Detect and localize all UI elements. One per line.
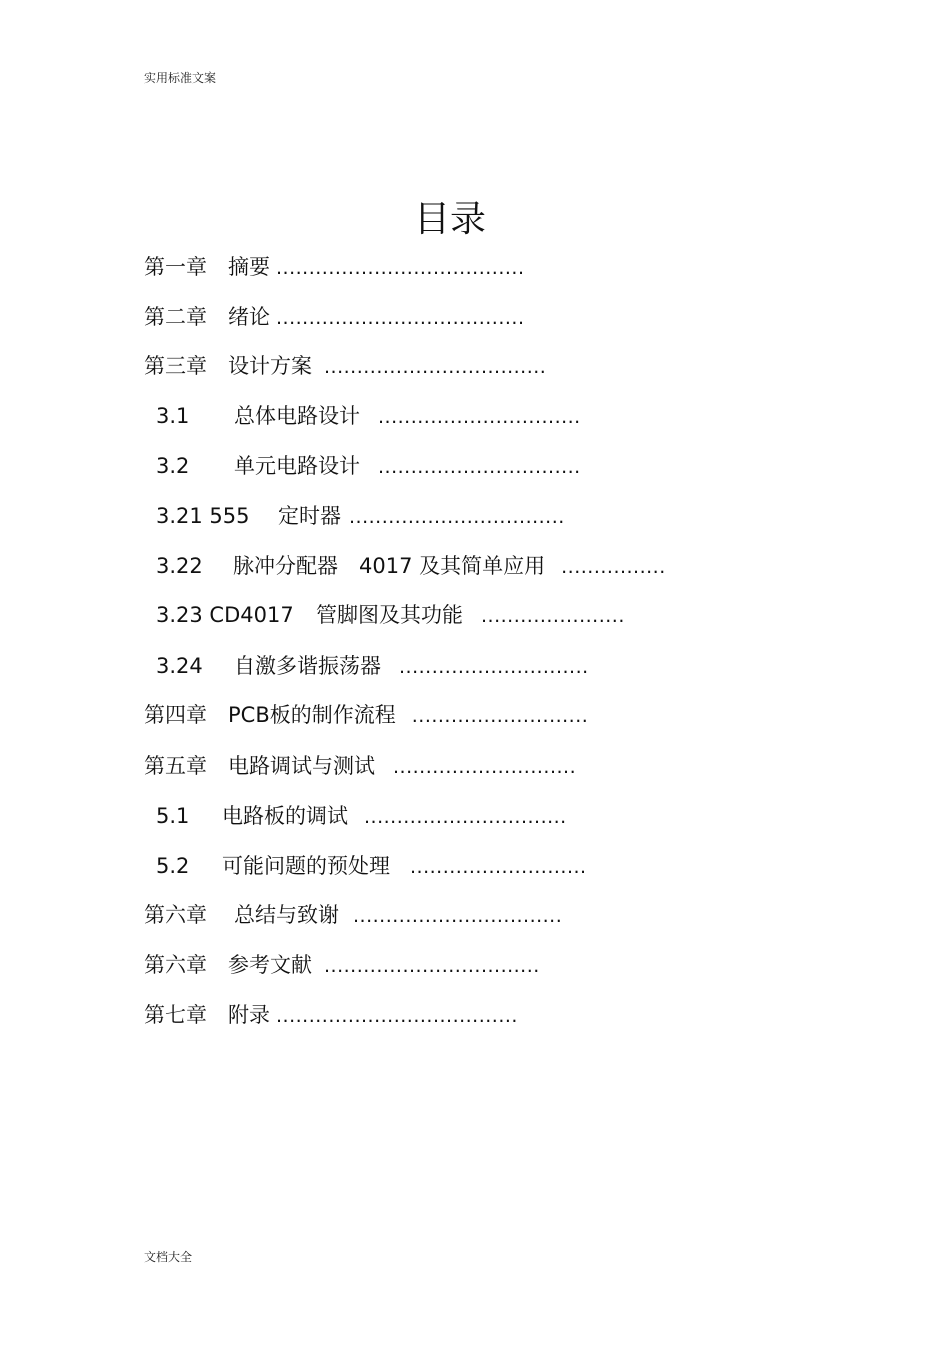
toc-entry-chapter-1[interactable] [144,252,525,282]
toc-entry-leader: ............................... [378,406,581,428]
toc-entry-number: 第四章 [144,703,207,727]
page-title: 目录 [413,199,486,240]
toc-entry-chapter-3[interactable] [144,351,546,381]
toc-entry-number: 3.22 [156,554,203,578]
toc-entry-number: 第二章 [144,305,207,329]
toc-entry-label: 脉冲分配器 4017 及其简单应用 [233,554,546,578]
toc-entry-chapter-2[interactable] [144,302,525,332]
toc-entry-section-3-22[interactable] [156,551,666,581]
toc-entry-leader: ........................... [411,705,589,727]
toc-entry-leader: ............................. [399,656,589,678]
toc-entry-label: 单元电路设计 [234,454,360,478]
toc-entry-section-5-1[interactable] [156,801,567,831]
toc-entry-label: 总结与致谢 [234,903,339,927]
toc-entry-chapter-6-summary[interactable] [144,900,562,930]
toc-entry-leader: ..................................... [276,1005,518,1027]
toc-entry-number: 5.1 [156,804,190,828]
toc-entry-label: 定时器 [278,504,341,528]
toc-entry-chapter-7[interactable] [144,1000,518,1030]
toc-entry-chapter-5[interactable] [144,751,576,781]
toc-entry-leader: ................................ [353,905,563,927]
toc-entry-number: 5.2 [156,854,190,878]
toc-entry-label: 电路调试与测试 [228,754,375,778]
toc-entry-section-5-2[interactable] [156,851,587,881]
page-header: 实用标准文案 [144,71,217,85]
toc-entry-number: 第六章 [144,903,207,927]
toc-entry-leader: ................................. [324,955,540,977]
toc-entry-label: 绪论 [228,305,270,329]
toc-entry-label: 电路板的调试 [222,804,348,828]
toc-entry-number: 3.1 [156,404,190,428]
toc-entry-label: 摘要 [228,255,270,279]
toc-entry-number: 第七章 [144,1003,207,1027]
toc-entry-leader: ................................. [349,506,565,528]
toc-entry-number: 3.2 [156,454,190,478]
toc-entry-number: 3.24 [156,654,203,678]
toc-entry-section-3-21[interactable] [156,501,565,531]
toc-entry-leader: ............................... [378,456,581,478]
toc-entry-label: 自激多谐振荡器 [234,654,381,678]
toc-entry-section-3-24[interactable] [156,651,589,681]
toc-entry-label: 总体电路设计 [234,404,360,428]
toc-entry-leader: .................................. [324,356,547,378]
toc-entry-leader: ...................................... [276,307,525,329]
toc-entry-label: PCB板的制作流程 [228,703,396,727]
toc-entry-label: 参考文献 [228,953,312,977]
toc-entry-leader: ................ [561,556,666,578]
toc-entry-leader: ...................................... [276,257,525,279]
toc-entry-chapter-4[interactable] [144,700,588,730]
toc-entry-section-3-2[interactable] [156,451,581,481]
toc-entry-number: 第三章 [144,354,207,378]
toc-entry-number: 3.21 555 [156,504,250,528]
toc-entry-leader: ............................... [364,806,567,828]
toc-entry-label: 设计方案 [228,354,312,378]
toc-entry-section-3-23[interactable] [156,600,625,630]
toc-entry-number: 3.23 CD4017 [156,603,294,627]
toc-entry-section-3-1[interactable] [156,401,581,431]
toc-entry-leader: ...................... [481,605,625,627]
toc-entry-leader: ........................... [410,856,587,878]
toc-entry-label: 可能问题的预处理 [222,854,390,878]
toc-entry-label: 管脚图及其功能 [316,603,463,627]
toc-entry-leader: ............................ [393,756,577,778]
toc-entry-number: 第一章 [144,255,207,279]
toc-entry-number: 第六章 [144,953,207,977]
toc-entry-label: 附录 [228,1003,270,1027]
toc-entry-number: 第五章 [144,754,207,778]
page-footer: 文档大全 [144,1250,193,1264]
toc-entry-chapter-6-references[interactable] [144,950,540,980]
